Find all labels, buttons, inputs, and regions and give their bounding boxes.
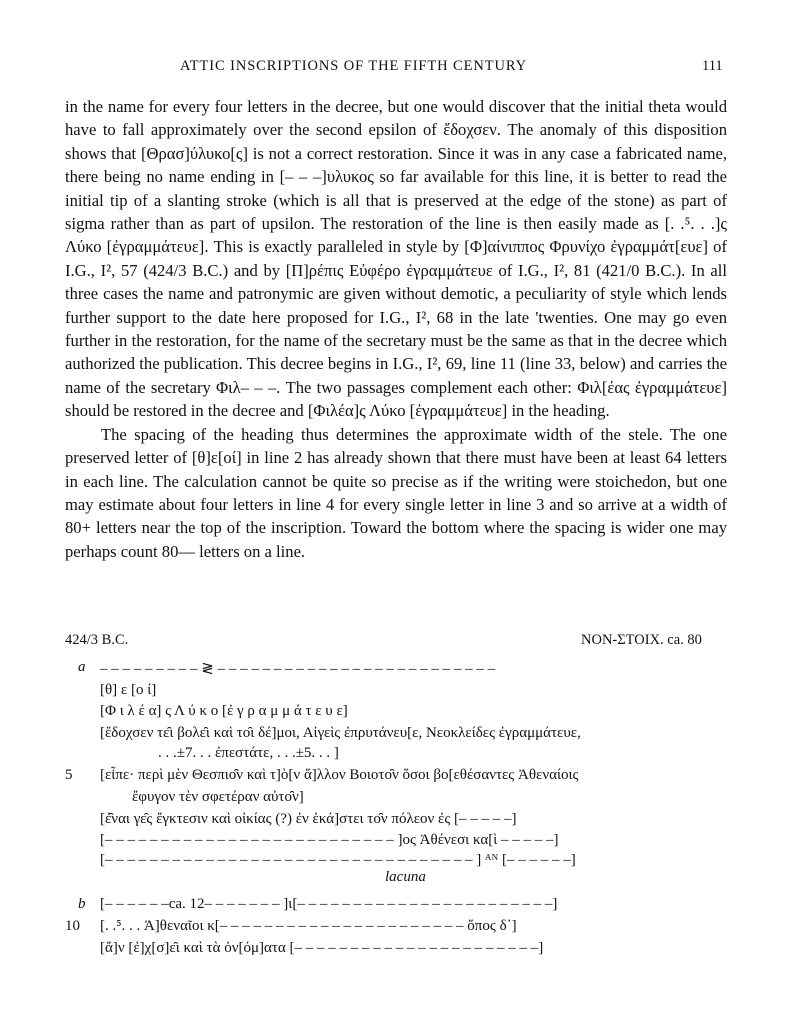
inscription-line: [θ] ε [ο ί] [100, 682, 157, 698]
fragment-b-label: b [78, 896, 86, 912]
inscription-line: [Φ ι λ έ α] ς Λ ύ κ ο [ἐ γ ρ α μ μ ά τ ε υ ε] [100, 703, 348, 719]
line-number-10: 10 [65, 918, 80, 934]
fragment-a-label: a [78, 659, 86, 675]
line-number-5: 5 [65, 767, 73, 783]
inscription-line: ἔφυγον τὲν σφετέραν αὐτο̑ν] [132, 789, 304, 805]
inscription-line: [ἔδοχσεν τε̑ι βολε̑ι καὶ το̑ι δέ]μοι, Αἰγεὶς ἐπρυτάνευ[ε, Νεοκλείδες ἐγραμμάτευε, [100, 725, 581, 741]
running-head: ATTIC INSCRIPTIONS OF THE FIFTH CENTURY [180, 58, 528, 74]
inscription-line: [εἶπε· περὶ μὲν Θεσπιο̑ν καὶ τ]ὸ[ν ἄ]λλον Βοιοτο̑ν ὅσοι βο[εθέσαντες Ἀθεναίοις [100, 767, 579, 783]
inscription-line: [ἐ̑ναι γε̑ς ἔγκτεσιν καὶ οἰκίας (?) ἐν ἑκά]στει το̑ν πόλεον ἐς [– – – – –] [100, 811, 517, 827]
page-number: 111 [702, 58, 723, 74]
inscription-date: 424/3 B.C. [65, 632, 129, 648]
inscription-line: . . .±7. . . ἐπεστάτε, . . .±5. . . ] [158, 745, 339, 761]
inscription-line: – – – – – – – – – ≷ – – – – – – – – – – – – – – – – – – – – – – – – – [100, 661, 496, 677]
inscription-line: [– – – – – – – – – – – – – – – – – – – – – – – – – – – – – – – – – ] ᴬᴺ [– – – – – –] [100, 852, 576, 868]
inscription-style: NON-ΣΤΟΙΧ. ca. 80 [581, 632, 702, 648]
inscription-line: [– – – – – – – – – – – – – – – – – – – – – – – – – – ]ος Ἀθένεσι κα[ὶ – – – – –] [100, 832, 559, 848]
inscription-line: [– – – – – –ca. 12– – – – – – – ]ι[– – – – – – – – – – – – – – – – – – – – – – –] [100, 896, 558, 912]
lacuna-label: lacuna [385, 869, 426, 885]
paragraph-2: The spacing of the heading thus determines the approximate width of the stele. The one preserved letter of [θ]ε[οί] in line 2 has already shown that there must have been at least 64 letters in each line. The calculation cannot be quite so precise as if the writing were stoichedon, but one may estimate about four letters in line 4 for every single letter in line 3 and so arrive at a width of 80+ letters near the top of the inscription. Toward the bottom where the spacing is wider one may perhaps count 80— letters on a line. [65, 424, 727, 561]
inscription-line: [ἄ]ν [ἐ]χ[σ]ε̑ι καὶ τὰ ὀν[όμ]ατα [– – – – – – – – – – – – – – – – – – – – – –] [100, 940, 544, 956]
paragraph-1: in the name for every four letters in the decree, but one would discover that the initial theta would have to fall approximately over the second epsilon of ἔδοχσεν. The anomaly of this disposition shows that [Θρασ]ύλυκο[ς] is not a correct restoration. Since it was in any case a fabricated name, there being no name ending in [– – –]υλυκος so far available for this line, it is better to read the initial tip of a slanting stroke (which is all that is preserved at the edge of the stone) as part of sigma rather than as part of upsilon. The restoration of the line is then easily made as [. .⁵. . .]ς Λύκο [ἐγραμμάτευε]. This is exactly paralleled in style by [Φ]αίνιππος Φρυνίχο ἐγραμμάτ[ευε] of I.G., I², 57 (424/3 B.C.) and by [Π]ρέπις Εὐφέρο ἐγραμμάτευε of I.G., I², 81 (421/0 B.C.). In all three cases the name and patronymic are given without demotic, a peculiarity of style which lends further support to the date here proposed for I.G., I², 68 in the late 'twenties. One may go even further in the restoration, for the name of the secretary must be the same as that in the decree which authorized the publication. This decree begins in I.G., I², 69, line 11 (line 33, below) and carries the name of the secretary Φιλ– – –. The two passages complement each other: Φιλ[έας ἐγραμμάτευε] should be restored in the decree and [Φιλέα]ς Λύκο [ἐγραμμάτευε] in the heading. [65, 97, 727, 421]
inscription-line: [. .⁵. . . Ἀ]θεναῖοι κ[– – – – – – – – – – – – – – – – – – – – – – ὅπος δ᾽] [100, 918, 517, 934]
